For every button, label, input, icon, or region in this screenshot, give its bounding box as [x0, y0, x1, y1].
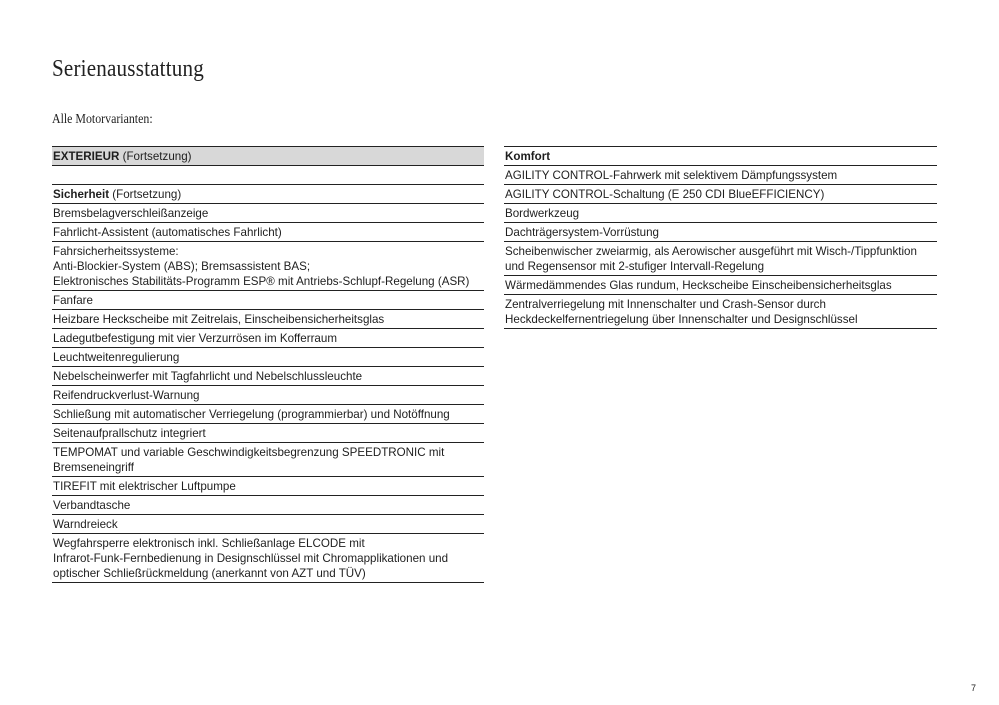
group-header-bold: Sicherheit [53, 188, 110, 201]
list-item [52, 477, 484, 496]
right-item-list [504, 166, 937, 329]
list-item-line: Nebelscheinwerfer mit Tagfahrlicht und Nebelschlussleuchte [53, 370, 363, 383]
list-item-line: optischer Schließrückmeldung (anerkannt von AZT und TÜV) [53, 567, 366, 580]
list-item-line: AGILITY CONTROL-Fahrwerk mit selektivem Dämpfungssystem [505, 169, 838, 182]
list-item-line: Infrarot-Funk-Fernbedienung in Designschlüssel mit Chromapplikationen und [53, 552, 449, 565]
list-item [52, 515, 484, 534]
group-header-bold: Komfort [505, 150, 551, 163]
left-item-list [52, 204, 484, 583]
list-item-line: Verbandtasche [53, 499, 131, 512]
list-item [504, 204, 937, 223]
list-item [504, 295, 937, 329]
list-item-line: und Regensensor mit 2-stufiger Intervall-Regelung [505, 260, 765, 273]
list-item [504, 185, 937, 204]
section-header-bold: EXTERIEUR [53, 150, 120, 163]
list-item [52, 310, 484, 329]
list-item-line: Anti-Blockier-System (ABS); Bremsassistent BAS; [53, 260, 311, 273]
section-header-rest: (Fortsetzung) [119, 150, 192, 163]
list-item-line: Warndreieck [53, 518, 118, 531]
list-item [52, 534, 484, 583]
left-column [52, 146, 484, 583]
list-item [504, 223, 937, 242]
list-item [52, 405, 484, 424]
list-item-line: Scheibenwischer zweiarmig, als Aerowischer ausgeführt mit Wisch-/Tippfunktion [505, 245, 917, 258]
list-item [52, 242, 484, 291]
list-item [52, 443, 484, 477]
page-title: Serienausstattung [52, 56, 204, 82]
group-header-rest: (Fortsetzung) [109, 188, 182, 201]
list-item [504, 166, 937, 185]
list-item [504, 276, 937, 295]
spacer-row [52, 166, 484, 185]
list-item [52, 496, 484, 515]
list-item-line: Wegfahrsperre elektronisch inkl. Schließanlage ELCODE mit [53, 537, 365, 550]
list-item [52, 223, 484, 242]
list-item-line: Seitenaufprallschutz integriert [53, 427, 206, 440]
page-subtitle: Alle Motorvarianten: [52, 111, 153, 126]
list-item [52, 204, 484, 223]
list-item-line: Heizbare Heckscheibe mit Zeitrelais, Einscheibensicherheitsglas [53, 313, 385, 326]
list-item-line: TIREFIT mit elektrischer Luftpumpe [53, 480, 236, 493]
group-header-sicherheit [52, 185, 484, 204]
section-header-exterieur [52, 146, 484, 166]
list-item-line: Dachträgersystem-Vorrüstung [505, 226, 660, 239]
list-item [52, 367, 484, 386]
list-item-line: Leuchtweitenregulierung [53, 351, 180, 364]
list-item-line: Fahrsicherheitssysteme: [53, 245, 179, 258]
right-column [504, 146, 937, 329]
list-item [52, 386, 484, 405]
list-item-line: Bordwerkzeug [505, 207, 580, 220]
list-item-line: Ladegutbefestigung mit vier Verzurrösen im Kofferraum [53, 332, 337, 345]
list-item-line: Bremsbelagverschleißanzeige [53, 207, 209, 220]
list-item-line: Wärmedämmendes Glas rundum, Heckscheibe Einscheibensicherheitsglas [505, 279, 892, 292]
list-item [52, 291, 484, 310]
list-item-line: Schließung mit automatischer Verriegelung (programmierbar) und Notöffnung [53, 408, 450, 421]
list-item-line: Bremseneingriff [53, 461, 134, 474]
page-number: 7 [971, 683, 977, 693]
list-item-line: Zentralverriegelung mit Innenschalter und Crash-Sensor durch [505, 298, 826, 311]
list-item-line: Fanfare [53, 294, 93, 307]
list-item-line: Reifendruckverlust-Warnung [53, 389, 200, 402]
list-item [52, 348, 484, 367]
list-item-line: AGILITY CONTROL-Schaltung (E 250 CDI BlueEFFICIENCY) [505, 188, 825, 201]
list-item-line: Elektronisches Stabilitäts-Programm ESP® mit Antriebs-Schlupf-Regelung (ASR) [53, 275, 470, 288]
list-item-line: Heckdeckelfernentriegelung über Innenschalter und Designschlüssel [505, 313, 858, 326]
list-item-line: Fahrlicht-Assistent (automatisches Fahrlicht) [53, 226, 282, 239]
list-item [52, 424, 484, 443]
list-item [504, 242, 937, 276]
list-item-line: TEMPOMAT und variable Geschwindigkeitsbegrenzung SPEEDTRONIC mit [53, 446, 445, 459]
group-header-komfort [504, 146, 937, 166]
list-item [52, 329, 484, 348]
